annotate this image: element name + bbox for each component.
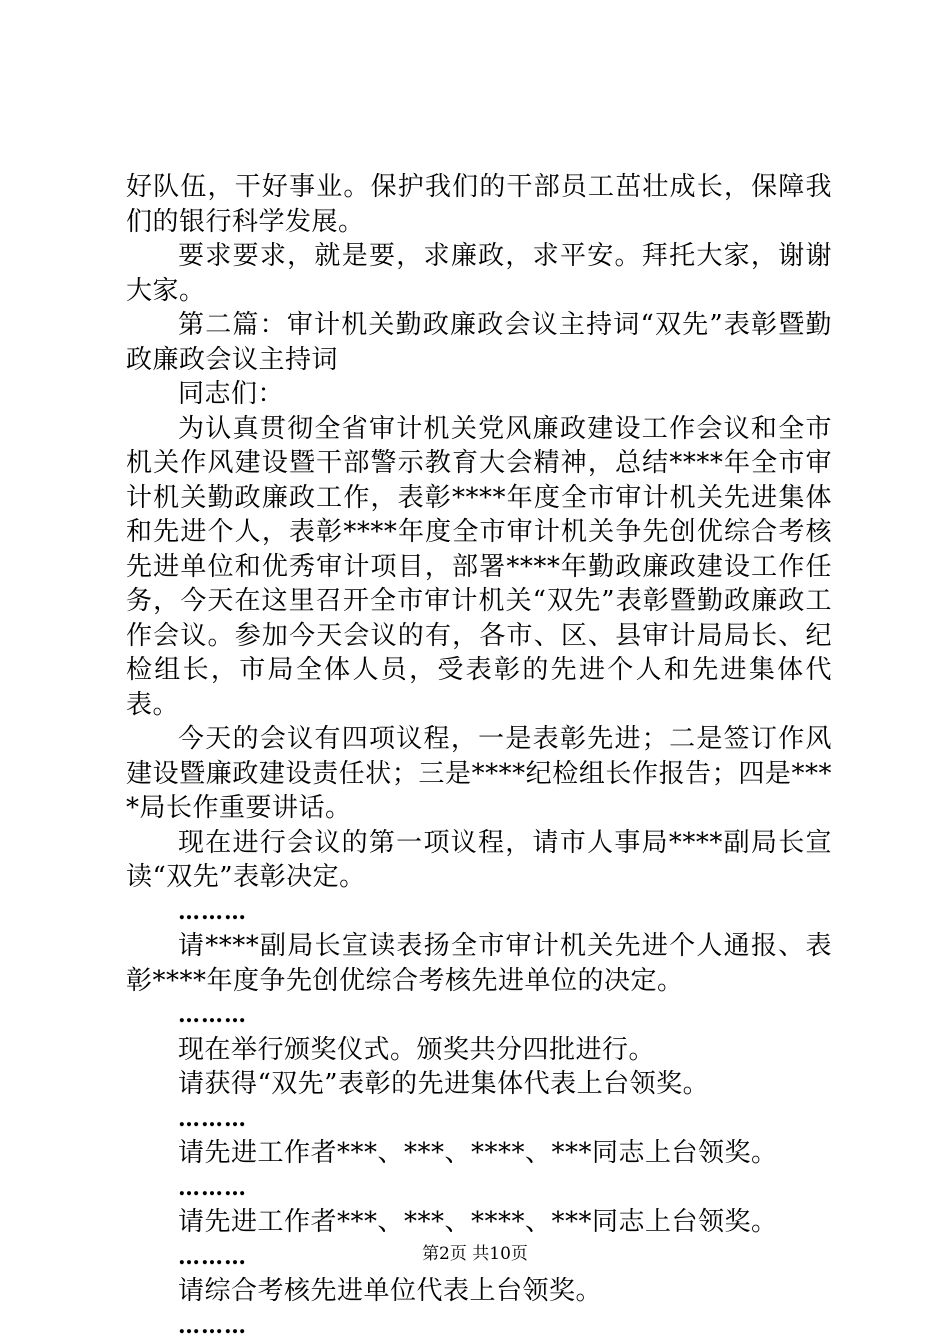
paragraph: 请先进工作者***、***、****、***同志上台领奖。 — [178, 1207, 778, 1237]
paragraph: 为认真贯彻全省审计机关党风廉政建设工作会议和全市机关作风建设暨干部警示教育大会精神，总结****年全市审计机关勤政廉政工作，表彰****年度全市审计机关先进集体和先进个人，表彰****年度全市审计机关争先创优综合考核先进单位和优秀审计项目，部署****年勤政廉政建设工作任务，今天在这里召开全市审计机关“双先”表彰暨勤政廉政工作会议。参加今天会议的有，各市、区、县审计局局长、纪检组长，市局全体人员，受表彰的先进个人和先进集体代表。 — [126, 413, 832, 720]
page-number: 第2页 共10页 — [422, 1244, 528, 1264]
ellipsis-line: ……… — [178, 1243, 247, 1270]
salutation: 同志们： — [178, 379, 285, 409]
paragraph: 请先进工作者***、***、****、***同志上台领奖。 — [178, 1138, 778, 1168]
paragraph: 请获得“双先”表彰的先进集体代表上台领奖。 — [178, 1069, 710, 1099]
paragraph: 好队伍，干好事业。保护我们的干部员工茁壮成长，保障我们的银行科学发展。 — [126, 172, 832, 237]
paragraph: 请****副局长宣读表扬全市审计机关先进个人通报、表彰****年度争先创优综合考核先进单位的决定。 — [126, 931, 832, 996]
ellipsis-line: ……… — [178, 1002, 247, 1028]
ellipsis-line: ……… — [178, 1174, 247, 1201]
ellipsis-line: ……… — [178, 1105, 247, 1132]
ellipsis-line: ……… — [178, 898, 247, 925]
paragraph: 今天的会议有四项议程，一是表彰先进；二是签订作风建设暨廉政建设责任状；三是****纪检组长作报告；四是****局长作重要讲话。 — [126, 724, 832, 823]
section-heading: 第二篇：审计机关勤政廉政会议主持词“双先”表彰暨勤政廉政会议主持词 — [126, 310, 832, 375]
page-footer — [0, 1243, 950, 1265]
paragraph: 要求要求，就是要，求廉政，求平安。拜托大家，谢谢大家。 — [126, 241, 832, 306]
document-body — [126, 170, 832, 1343]
ellipsis-line: ……… — [178, 1312, 247, 1339]
paragraph: 现在进行会议的第一项议程，请市人事局****副局长宣读“双先”表彰决定。 — [126, 827, 832, 892]
paragraph: 现在举行颁奖仪式。颁奖共分四批进行。 — [178, 1034, 656, 1065]
paragraph: 请综合考核先进单位代表上台领奖。 — [178, 1276, 603, 1306]
